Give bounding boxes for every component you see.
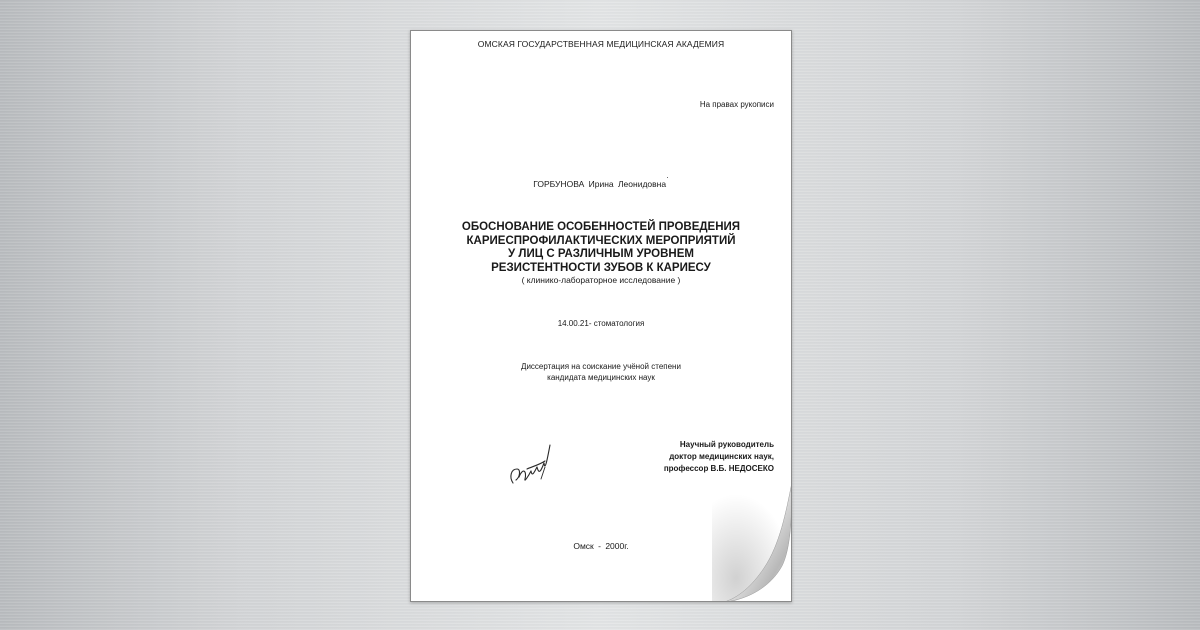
degree-line: Диссертация на соискание учёной степени	[521, 362, 681, 371]
document-page	[410, 30, 792, 602]
handwritten-signature	[501, 433, 561, 493]
place-and-year: Омск - 2000г.	[573, 541, 629, 551]
specialty-code: 14.00.21- стоматология	[557, 319, 645, 328]
supervisor-line: доктор медицинских наук,	[669, 452, 774, 461]
dissertation-title	[431, 221, 771, 275]
title-line: КАРИЕСПРОФИЛАКТИЧЕСКИХ МЕРОПРИЯТИЙ	[466, 234, 736, 247]
supervisor-line: Научный руководитель	[679, 440, 774, 449]
title-line: У ЛИЦ С РАЗЛИЧНЫМ УРОВНЕМ	[508, 248, 694, 260]
supervisor-line: профессор В.Б. НЕДОСЕКО	[663, 464, 774, 473]
speck-mark: ·	[666, 173, 669, 182]
degree-line: кандидата медицинских наук	[547, 373, 655, 382]
author-name: ГОРБУНОВА Ирина Леонидовна	[533, 179, 667, 189]
page-curl	[712, 482, 792, 602]
degree-statement	[411, 361, 791, 383]
manuscript-rights-note: На правах рукописи	[699, 100, 774, 109]
scientific-supervisor	[664, 439, 774, 475]
dissertation-subtitle: ( клинико-лабораторное исследование )	[521, 275, 681, 285]
title-line: ОБОСНОВАНИЕ ОСОБЕННОСТЕЙ ПРОВЕДЕНИЯ	[461, 221, 741, 233]
author-line	[411, 173, 791, 189]
title-line: РЕЗИСТЕНТНОСТИ ЗУБОВ К КАРИЕСУ	[491, 261, 711, 274]
institution-name: ОМСКАЯ ГОСУДАРСТВЕННАЯ МЕДИЦИНСКАЯ АКАДЕМИЯ	[477, 39, 725, 49]
